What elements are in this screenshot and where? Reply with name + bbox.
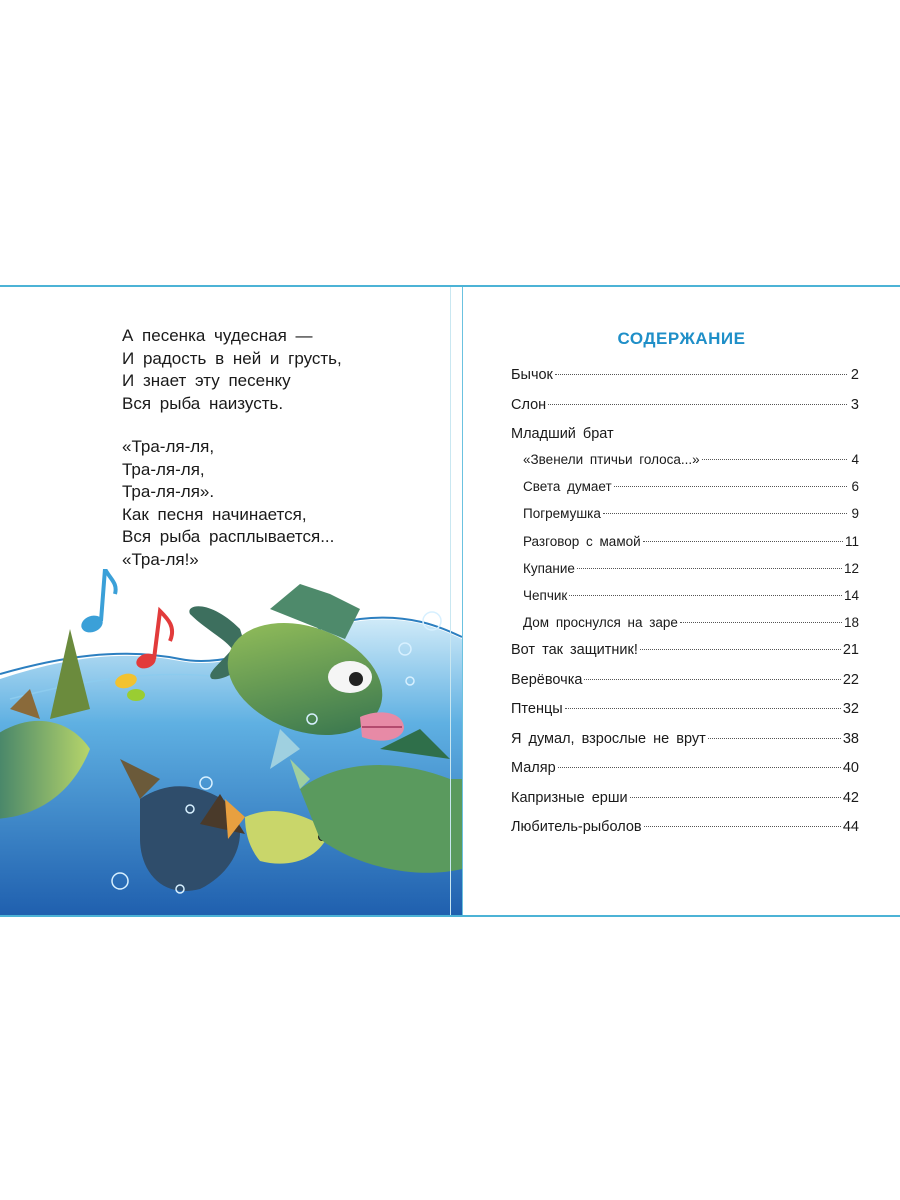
toc-leader-dots [558, 767, 841, 768]
toc-leader-dots [614, 486, 847, 487]
toc-item-title: Любитель-рыболов [511, 819, 642, 836]
poem-line: И радость в ней и грусть, [122, 348, 342, 368]
toc-item[interactable] [511, 534, 859, 561]
toc-item-title: Младший брат [511, 426, 614, 442]
toc-item-title: Капризные ерши [511, 789, 628, 806]
toc-page-number: 38 [842, 730, 859, 747]
toc-item-title: Маляр [511, 760, 556, 777]
toc-page-number: 22 [842, 671, 859, 688]
toc-leader-dots [584, 679, 840, 680]
toc-item[interactable] [511, 367, 859, 397]
poem-line: И знает эту песенку [122, 371, 291, 390]
toc-item-title: Разговор с мамой [523, 533, 641, 549]
toc-item[interactable] [511, 819, 859, 849]
toc-item[interactable] [511, 588, 859, 615]
toc-leader-dots [702, 459, 847, 460]
toc-page-number: 18 [843, 615, 859, 631]
book-spread [0, 285, 900, 917]
toc-item[interactable] [511, 561, 859, 588]
toc-leader-dots [640, 649, 841, 650]
toc-page-number: 14 [843, 587, 859, 603]
toc-page-number: 3 [850, 396, 859, 413]
toc-page-number: 6 [851, 479, 859, 495]
toc-leader-dots [643, 541, 843, 542]
toc-page-number: 9 [851, 506, 859, 522]
toc-item-title: Света думает [523, 479, 612, 495]
poem-stanza-2 [122, 436, 342, 571]
page-gutter [450, 287, 451, 915]
toc-item-title: Слон [511, 396, 547, 413]
toc-item-title: Погремушка [523, 506, 601, 522]
table-of-contents [511, 367, 859, 849]
toc-item-title: Бычок [511, 367, 553, 383]
toc-item[interactable] [511, 397, 859, 427]
poem [122, 325, 342, 592]
toc-page-number: 11 [844, 533, 859, 549]
toc-item[interactable] [511, 452, 859, 479]
toc-item[interactable] [511, 760, 859, 790]
toc-item[interactable] [511, 701, 859, 731]
toc-leader-dots [630, 797, 841, 798]
toc-leader-dots [708, 738, 841, 739]
toc-leader-dots [680, 622, 842, 623]
toc-leader-dots [577, 568, 842, 569]
toc-item-title: Купание [523, 560, 575, 576]
toc-item[interactable] [511, 615, 859, 642]
poem-line: Тра-ля-ля, [122, 459, 205, 479]
toc-item[interactable] [511, 790, 859, 820]
toc-page-number: 42 [842, 789, 859, 806]
right-page [462, 287, 900, 915]
toc-leader-dots [548, 404, 847, 405]
toc-page-number: 40 [842, 760, 859, 777]
toc-page-number: 21 [842, 642, 859, 659]
toc-item[interactable] [511, 672, 859, 702]
toc-item[interactable] [511, 506, 859, 533]
toc-title: СОДЕРЖАНИЕ [617, 329, 746, 348]
toc-item[interactable] [511, 731, 859, 761]
poem-line: Тра-ля-ля». [122, 482, 215, 501]
toc-item-title: Я думал, взрослые не врут [511, 730, 706, 747]
toc-leader-dots [555, 374, 847, 375]
toc-page-number: 12 [843, 560, 859, 576]
toc-item-title: «Звенели птичьи голоса...» [523, 452, 700, 467]
toc-leader-dots [603, 513, 847, 514]
toc-leader-dots [569, 595, 842, 596]
toc-page-number: 44 [842, 819, 859, 836]
toc-item-title: Чепчик [523, 587, 568, 603]
poem-line: «Тра-ля-ля, [122, 437, 215, 456]
toc-page-number: 32 [842, 701, 859, 718]
poem-line: А песенка чудесная — [122, 326, 313, 345]
left-page [0, 287, 462, 915]
toc-item-title: Дом проснулся на заре [523, 615, 678, 631]
toc-item[interactable] [511, 479, 859, 506]
poem-line: «Тра-ля!» [122, 549, 199, 569]
toc-page-number: 2 [850, 367, 859, 383]
poem-line: Как песня начинается, [122, 504, 307, 524]
poem-line: Вся рыба расплывается... [122, 527, 335, 546]
toc-item[interactable] [511, 426, 859, 452]
toc-item-title: Вот так защитник! [511, 642, 638, 659]
toc-page-number: 4 [851, 452, 859, 467]
toc-leader-dots [565, 708, 841, 709]
fish-illustration [0, 569, 462, 915]
toc-item[interactable] [511, 642, 859, 672]
poem-line: Вся рыба наизусть. [122, 393, 284, 413]
poem-stanza-1 [122, 325, 342, 415]
toc-item-title: Птенцы [511, 701, 563, 718]
toc-leader-dots [644, 826, 841, 827]
toc-item-title: Верёвочка [511, 671, 583, 688]
